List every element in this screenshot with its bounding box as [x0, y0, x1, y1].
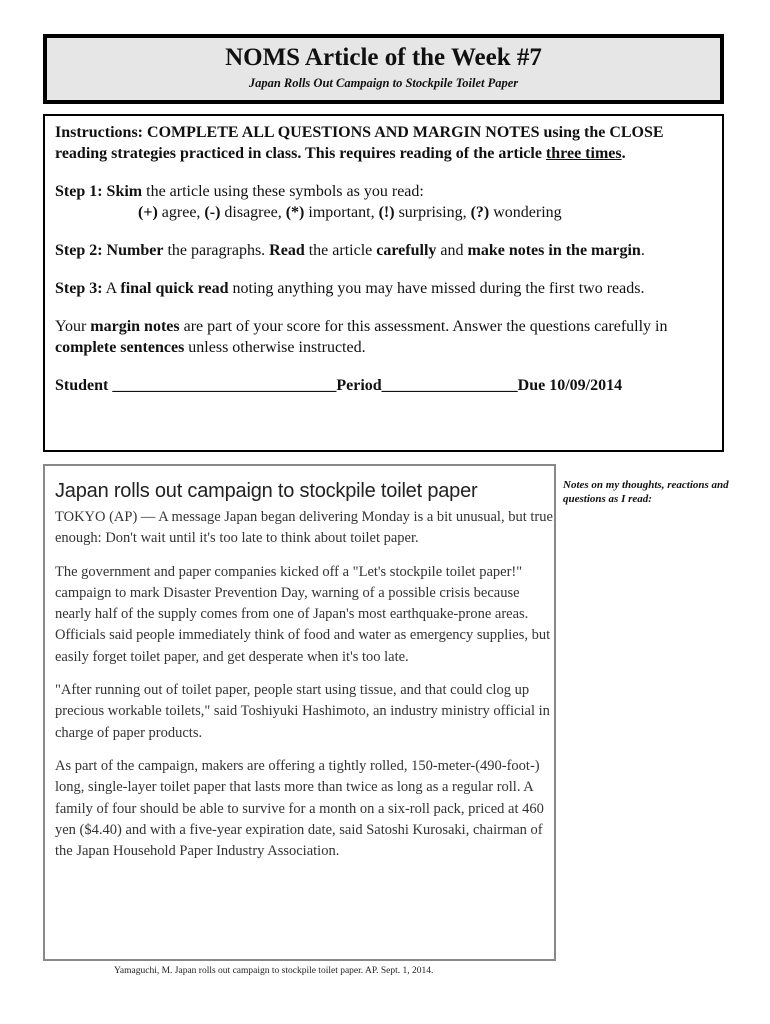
page-title: NOMS Article of the Week #7 — [225, 44, 542, 71]
instructions-intro: Instructions: COMPLETE ALL QUESTIONS AND MARGIN NOTES using the CLOSE reading strategies practiced in class. This requires reading of the article three times. — [55, 124, 664, 162]
student-line[interactable]: Student ____________________________Period_________________Due 10/09/2014 — [55, 377, 623, 394]
score-note: Your margin notes are part of your score for this assessment. Answer the questions carefully in complete sentences unless otherwise instructed. — [55, 318, 668, 356]
step-2: Step 2: Number the paragraphs. Read the article carefully and make notes in the margin. — [55, 242, 645, 259]
step-3: Step 3: A final quick read noting anything you may have missed during the first two reads. — [55, 280, 645, 297]
title-box — [43, 34, 724, 104]
step-1: Step 1: Skim the article using these symbols as you read: — [55, 183, 424, 200]
article-headline: Japan rolls out campaign to stockpile toilet paper — [55, 480, 478, 502]
article-paragraph: "After running out of toilet paper, people start using tissue, and that could clog up precious workable toilets," said Toshiyuki Hashimoto, an industry ministry official in charge of paper products. — [55, 682, 550, 741]
article-paragraph: As part of the campaign, makers are offering a tightly rolled, 150-meter-(490-foot-) long, single-layer toilet paper that lasts more than twice as long as a regular roll. A family of four should be able to survive for a month on a six-roll pack, priced at 460 yen ($4.40) and with a five-year expiration date, said Satoshi Kurosaki, chairman of the Japan Household Paper Industry Association. — [55, 757, 544, 860]
page-subtitle: Japan Rolls Out Campaign to Stockpile Toilet Paper — [248, 76, 519, 90]
symbol-legend: (+) agree, (-) disagree, (*) important, (!) surprising, (?) wondering — [138, 204, 562, 221]
article-box — [43, 464, 556, 961]
instructions-box — [43, 114, 724, 452]
article-paragraph: TOKYO (AP) — A message Japan began delivering Monday is a bit unusual, but true enough: Don't wait until it's too late to think about toilet paper. — [55, 509, 553, 547]
margin-notes-label: Notes on my thoughts, reactions and questions as I read: — [563, 479, 729, 505]
article-paragraph: The government and paper companies kicked off a "Let's stockpile toilet paper!" campaign to mark Disaster Prevention Day, warning of a possible crisis because nearly half of the supply comes from one of Japan's most earthquake-prone areas. Officials said people immediately think of food and water as emergency supplies, but easily forget toilet paper, and get desperate when it's too late. — [55, 563, 551, 665]
citation: Yamaguchi, M. Japan rolls out campaign to stockpile toilet paper. AP. Sept. 1, 2014. — [114, 966, 434, 976]
